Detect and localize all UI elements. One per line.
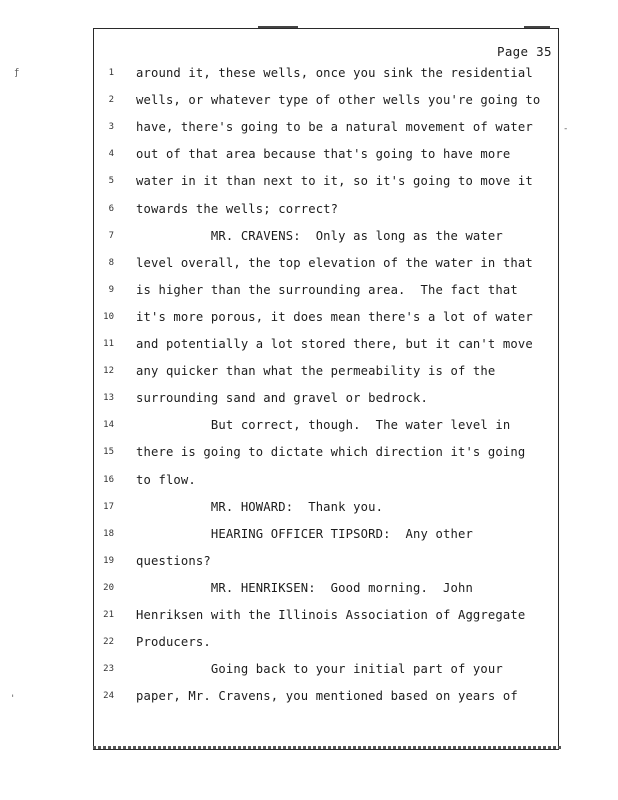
scan-mark-top [258,26,298,28]
line-number: 19 [103,555,114,566]
line-number: 3 [108,122,114,133]
page-number: Page 35 [497,44,552,59]
scan-mark-top-right [524,26,550,28]
line-number: 13 [103,393,114,404]
transcript-line-text: around it, these wells, once you sink the residential [136,66,533,80]
transcript-line-text: Producers. [136,635,211,650]
transcript-line-text: is higher than the surrounding area. The fact that [136,282,518,297]
transcript-line-text: HEARING OFFICER TIPSORD: Any other [136,526,473,541]
line-number: 1 [108,68,114,78]
transcript-line-text: Henriksen with the Illinois Association of Aggregate [136,608,526,622]
line-number: 24 [103,691,114,702]
line-number: 22 [103,637,114,648]
margin-speck: - [563,124,569,134]
transcript-line-text: paper, Mr. Cravens, you mentioned based on years of [136,689,518,704]
line-number: 18 [103,528,114,539]
line-number: 4 [108,149,114,160]
transcript-line-text: any quicker than what the permeability is of the [136,364,496,379]
line-number: 2 [108,95,114,106]
line-number: 9 [108,284,114,295]
transcript-line-text: there is going to dictate which direction it's going [136,445,526,460]
transcript-line-text: out of that area because that's going to have more [136,147,511,162]
transcript-line-text: to flow. [136,472,196,487]
transcript-line-text: MR. HOWARD: Thank you. [136,499,384,514]
line-number: 7 [108,230,114,241]
line-number: 8 [108,257,114,268]
transcript-line-text: and potentially a lot stored there, but it can't move [136,337,533,351]
page-bottom-rule [93,746,561,749]
margin-speck: ' [10,694,16,704]
line-number: 16 [103,474,114,485]
transcript-line-text: water in it than next to it, so it's going to move it [136,174,533,189]
transcript-line-text: questions? [136,553,211,568]
line-number: 23 [103,664,114,675]
line-number: 12 [103,366,114,377]
transcript-line-text: But correct, though. The water level in [136,418,511,433]
line-number: 14 [103,420,114,431]
transcript-line-text: wells, or whatever type of other wells you're going to [136,93,541,108]
transcript-line-text: MR. HENRIKSEN: Good morning. John [136,580,473,595]
line-number: 20 [103,582,114,593]
margin-speck: ƒ [14,68,20,78]
line-number: 17 [103,501,114,512]
line-number: 21 [103,610,114,620]
transcript-line-text: have, there's going to be a natural movement of water [136,120,533,135]
transcript-line-text: towards the wells; correct? [136,201,339,216]
line-number: 15 [103,447,114,458]
line-number: 11 [103,339,114,349]
transcript-line-text: it's more porous, it does mean there's a lot of water [136,309,533,324]
transcript-line-text: level overall, the top elevation of the water in that [136,255,533,270]
transcript-line-text: surrounding sand and gravel or bedrock. [136,391,429,406]
line-number: 5 [108,176,114,187]
line-number: 10 [103,311,114,322]
line-number: 6 [108,203,114,214]
transcript-line-text: Going back to your initial part of your [136,662,503,677]
transcript-line-text: MR. CRAVENS: Only as long as the water [136,228,503,243]
